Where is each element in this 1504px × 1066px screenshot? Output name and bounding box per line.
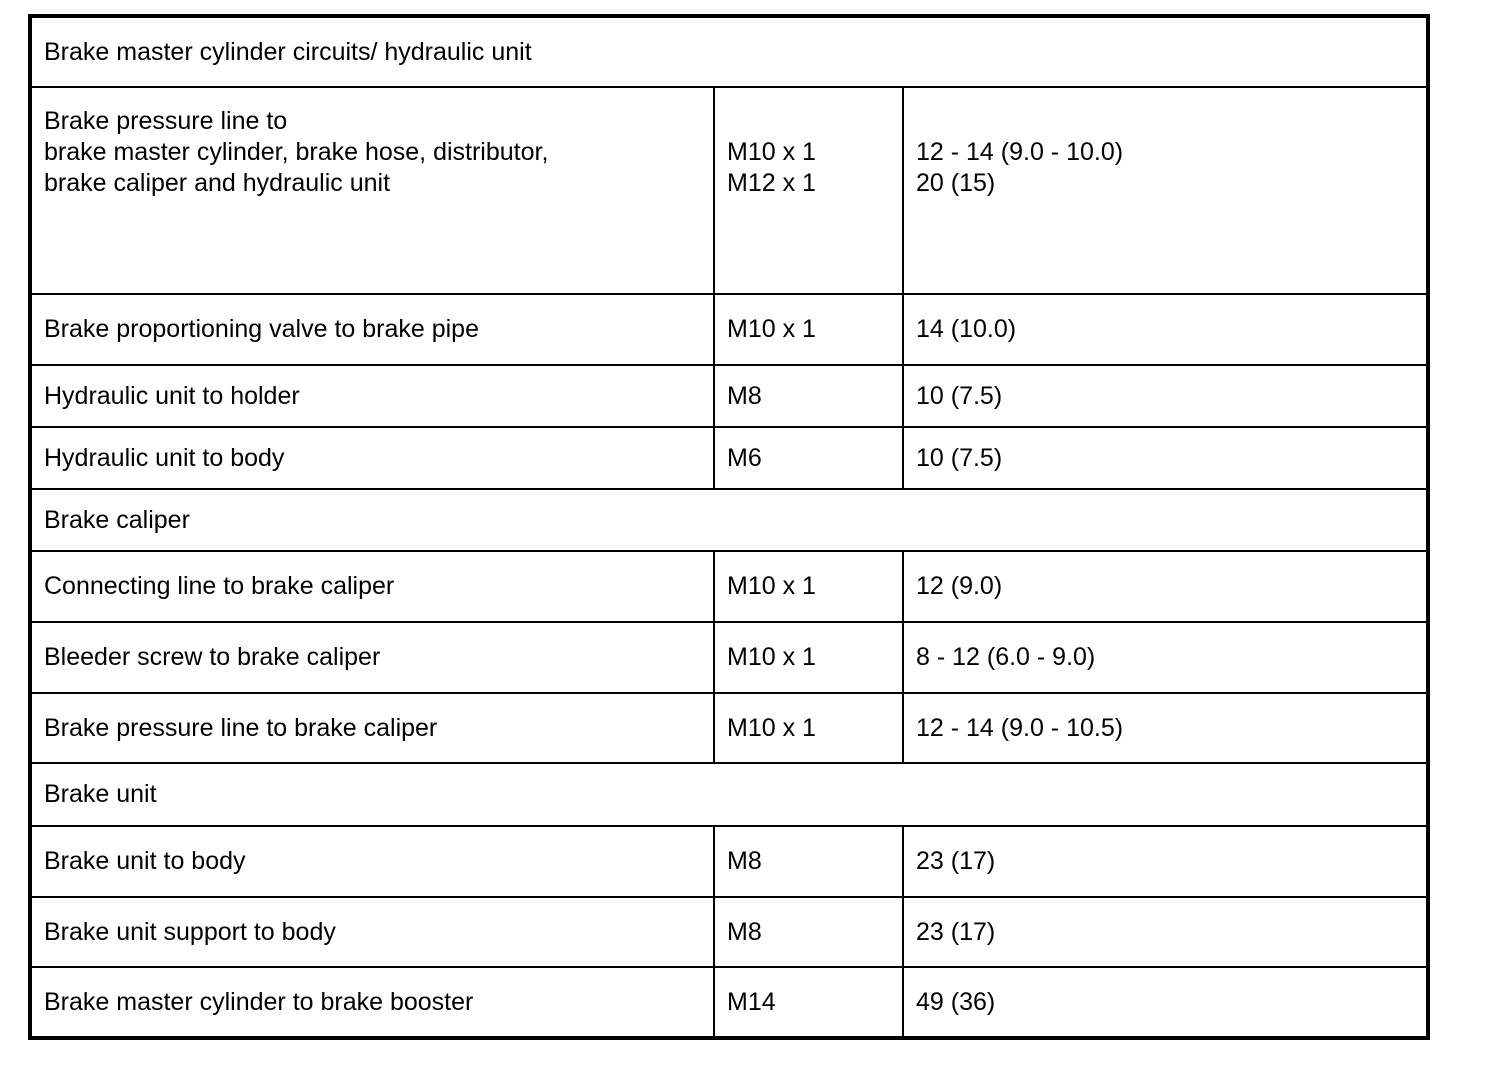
torque-cell: 23 (17)	[903, 826, 1428, 897]
thread-cell: M10 x 1	[714, 693, 903, 763]
section-heading: Brake unit	[30, 763, 1428, 826]
component-cell: Brake proportioning valve to brake pipe	[30, 294, 714, 365]
component-text: brake master cylinder, brake hose, distributor,	[44, 138, 549, 166]
component-cell: Brake unit support to body	[30, 897, 714, 967]
thread-cell: M8	[714, 365, 903, 427]
torque-spec-table	[28, 14, 1430, 1040]
thread-cell: M10 x 1	[714, 294, 903, 365]
component-text: brake caliper and hydraulic unit	[44, 169, 391, 197]
thread-cell: M10 x 1	[714, 622, 903, 693]
torque-cell: 10 (7.5)	[903, 365, 1428, 427]
section-row-caliper	[30, 489, 1428, 551]
thread-cell: M8	[714, 826, 903, 897]
thread-text: M12 x 1	[727, 169, 816, 197]
component-cell: Hydraulic unit to body	[30, 427, 714, 489]
section-row-unit	[30, 763, 1428, 826]
table-row	[30, 365, 1428, 427]
thread-cell: M6	[714, 427, 903, 489]
torque-cell: 23 (17)	[903, 897, 1428, 967]
torque-cell: 49 (36)	[903, 967, 1428, 1038]
torque-cell	[903, 87, 1428, 294]
component-cell: Brake pressure line to brake caliper	[30, 693, 714, 763]
thread-cell: M8	[714, 897, 903, 967]
section-heading: Brake caliper	[30, 489, 1428, 551]
component-cell: Brake master cylinder to brake booster	[30, 967, 714, 1038]
section-row-master-cylinder	[30, 16, 1428, 87]
torque-cell: 12 - 14 (9.0 - 10.5)	[903, 693, 1428, 763]
section-heading: Brake master cylinder circuits/ hydraulic unit	[30, 16, 1428, 87]
table-row	[30, 622, 1428, 693]
thread-cell: M10 x 1	[714, 551, 903, 622]
torque-cell: 14 (10.0)	[903, 294, 1428, 365]
table-row	[30, 427, 1428, 489]
thread-cell	[714, 87, 903, 294]
table-row	[30, 693, 1428, 763]
table-row	[30, 294, 1428, 365]
torque-cell: 12 (9.0)	[903, 551, 1428, 622]
table-row	[30, 826, 1428, 897]
thread-text: M10 x 1	[727, 138, 816, 166]
table-row	[30, 551, 1428, 622]
torque-cell: 8 - 12 (6.0 - 9.0)	[903, 622, 1428, 693]
table-row	[30, 87, 1428, 294]
thread-cell: M14	[714, 967, 903, 1038]
component-cell	[30, 87, 714, 294]
table-row	[30, 967, 1428, 1038]
torque-cell: 10 (7.5)	[903, 427, 1428, 489]
component-cell: Bleeder screw to brake caliper	[30, 622, 714, 693]
table-row	[30, 897, 1428, 967]
component-cell: Hydraulic unit to holder	[30, 365, 714, 427]
component-cell: Connecting line to brake caliper	[30, 551, 714, 622]
torque-text: 12 - 14 (9.0 - 10.0)	[916, 138, 1124, 166]
component-cell: Brake unit to body	[30, 826, 714, 897]
torque-text: 20 (15)	[916, 169, 996, 197]
component-text: Brake pressure line to	[44, 107, 288, 135]
